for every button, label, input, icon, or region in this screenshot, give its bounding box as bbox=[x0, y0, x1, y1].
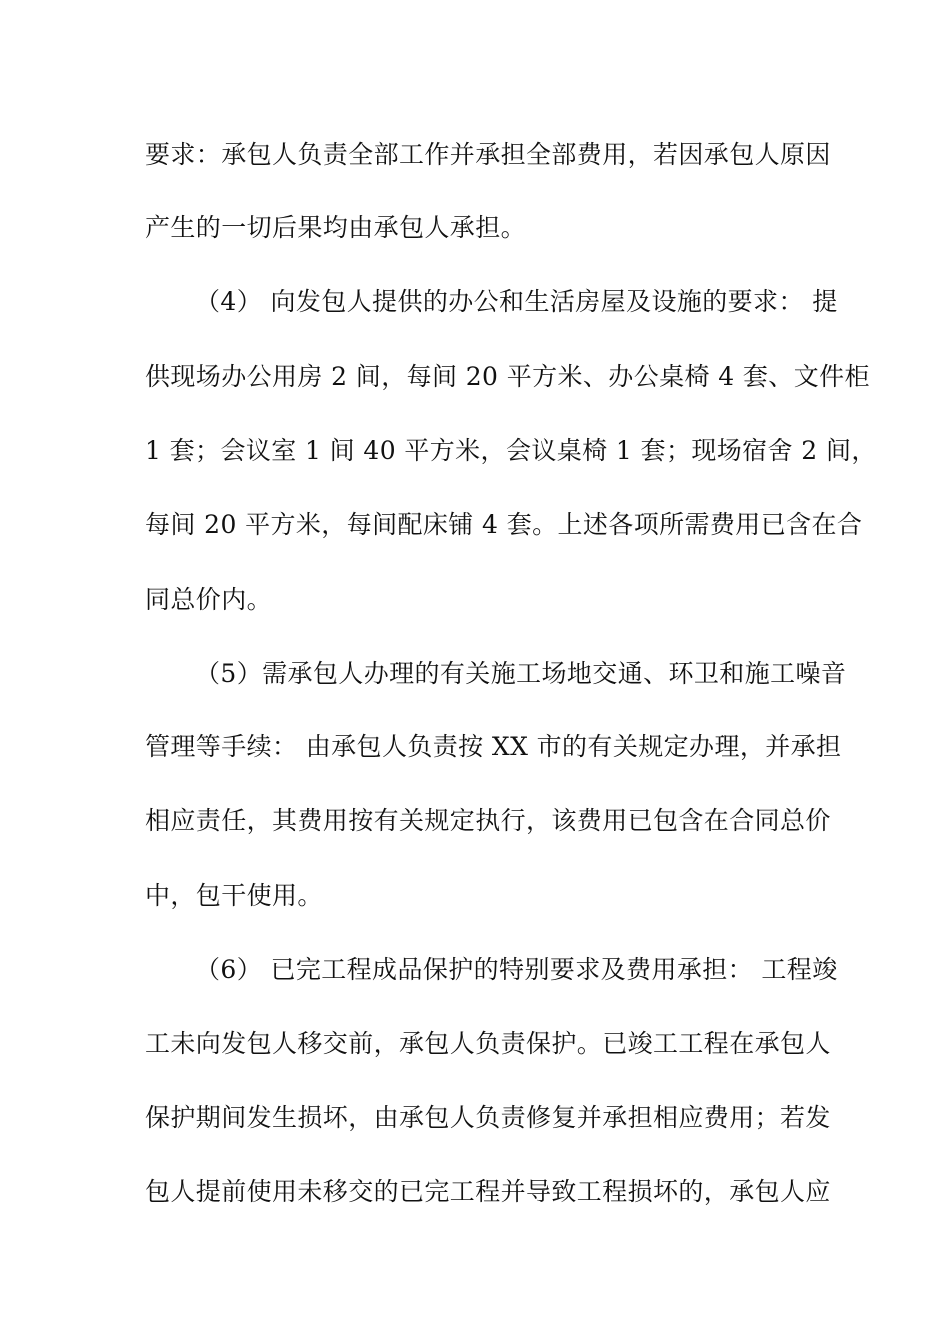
paragraph-line: 保护期间发生损坏，由承包人负责修复并承担相应费用；若发 bbox=[145, 1103, 831, 1132]
paragraph-line: 每间 20 平方米，每间配床铺 4 套。上述各项所需费用已含在合 bbox=[145, 510, 863, 539]
paragraph-line: 管理等手续： 由承包人负责按 XX 市的有关规定办理，并承担 bbox=[145, 732, 842, 761]
paragraph-line: 中，包干使用。 bbox=[145, 881, 323, 910]
paragraph-line: 要求：承包人负责全部工作并承担全部费用，若因承包人原因 bbox=[145, 140, 831, 169]
paragraph-line: （5）需承包人办理的有关施工场地交通、环卫和施工噪音 bbox=[195, 659, 847, 688]
paragraph-line: 工未向发包人移交前，承包人负责保护。已竣工工程在承包人 bbox=[145, 1029, 831, 1058]
paragraph-line: 产生的一切后果均由承包人承担。 bbox=[145, 213, 527, 242]
paragraph-line: （6） 已完工程成品保护的特别要求及费用承担： 工程竣 bbox=[195, 955, 838, 984]
paragraph-line: 供现场办公用房 2 间，每间 20 平方米、办公桌椅 4 套、文件柜 bbox=[145, 362, 870, 391]
paragraph-line: 相应责任，其费用按有关规定执行，该费用已包含在合同总价 bbox=[145, 806, 831, 835]
paragraph-line: 包人提前使用未移交的已完工程并导致工程损坏的，承包人应 bbox=[145, 1177, 831, 1206]
paragraph-line: 1 套；会议室 1 间 40 平方米，会议桌椅 1 套；现场宿舍 2 间， bbox=[145, 436, 877, 465]
paragraph-line: （4） 向发包人提供的办公和生活房屋及设施的要求： 提 bbox=[195, 287, 838, 316]
paragraph-line: 同总价内。 bbox=[145, 585, 273, 614]
